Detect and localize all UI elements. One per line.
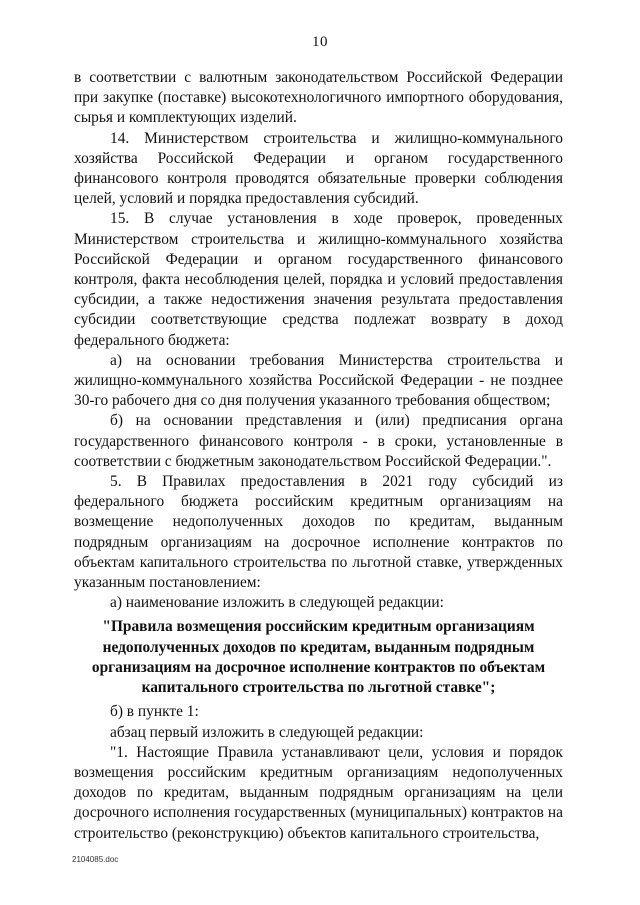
paragraph-new-point-1: "1. Настоящие Правила устанавливают цели, условия и порядок возмещения российским кредитным организациям недополученных доходов по кредитам, выданным подрядным организациям на цели досрочного исполнения государственных (муниципальных) контрактов на строительство (реконструкцию) объектов капитального строительства, [74,743,563,842]
document-body [74,68,563,844]
page-number: 10 [312,34,328,50]
paragraph-subitem-b: б) на основании представления и (или) предписания органа государственного финансового контроля - в сроки, установленные в соответствии с бюджетным законодательством Российской Федерации.". [74,412,563,470]
paragraph-item-14: 14. Министерством строительства и жилищно-коммунального хозяйства Российской Федерации и органом государственного финансового контроля проводятся обязательные проверки соблюдения целей, условий и порядка предоставления субсидий. [74,129,563,208]
document-footer-code: 2104085.doc [72,855,119,864]
paragraph-item-5: 5. В Правилах предоставления в 2021 году субсидий из федерального бюджета российским кредитным организациям на возмещение недополученных доходов по кредитам, выданным подрядным организациям на досрочное исполнение контрактов по объектам капитального строительства по льготной ставке, утвержденных указанным постановлением: [74,473,563,592]
paragraph-continuation: в соответствии с валютным законодательством Российской Федерации при закупке (поставке) высокотехнологичного импортного оборудования, сырья и комплектующих изделий. [74,69,563,127]
paragraph-point-1-instruction: б) в пункте 1: [110,703,199,721]
paragraph-item-15: 15. В случае установления в ходе проверок, проведенных Министерством строительства и жилищно-коммунального хозяйства Российской Федерации и органом государственного финансового контроля, факта несоблюдения целей, порядка и условий предоставления субсидии, а также недостижения значения результата предоставления субсидии соответствующие средства подлежат возврату в доход федерального бюджета: [74,210,563,349]
paragraph-first-abzac-instruction: абзац первый изложить в следующей редакции: [110,723,424,741]
paragraph-subitem-a: а) на основании требования Министерства строительства и жилищно-коммунального хозяйства Российской Федерации - не позднее 30-го рабочего дня со дня получения указанного требования обществом; [74,351,563,410]
rules-title: "Правила возмещения российским кредитным организациям недополученных доходов по кредитам, выданным подрядным организациям на досрочное исполнение контрактов по объектам капитального строительства по льготной ставке"; [91,618,546,697]
paragraph-title-instruction: а) наименование изложить в следующей редакции: [110,594,444,612]
